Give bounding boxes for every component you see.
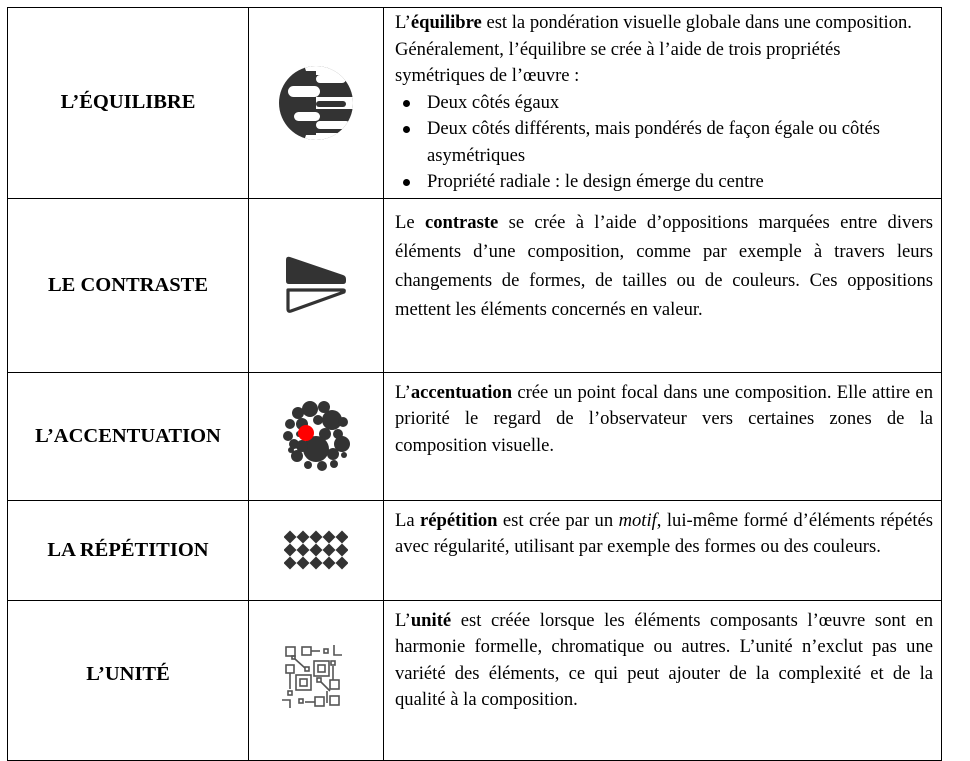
desc-prefix: L’ xyxy=(395,381,411,403)
table-row-accentuation xyxy=(8,372,942,500)
diamond-mark xyxy=(310,557,323,570)
contrast-triangles-icon xyxy=(249,256,383,314)
bullet-icon xyxy=(403,126,410,133)
icon-cell xyxy=(249,8,384,199)
description-cell xyxy=(384,600,942,760)
balance-circle-icon xyxy=(249,65,383,141)
desc-body: est crée par un xyxy=(497,509,619,531)
desc-italic-term: motif xyxy=(618,509,657,531)
icon-cell xyxy=(249,500,384,600)
list-item xyxy=(427,90,933,117)
diamond-mark xyxy=(284,531,297,544)
diamond-mark xyxy=(336,531,349,544)
bullet-text: Propriété radiale : le design émerge du centre xyxy=(427,171,764,192)
description-cell xyxy=(384,372,942,500)
description-text xyxy=(395,10,933,90)
bullet-list xyxy=(395,90,933,196)
desc-prefix: Le xyxy=(395,211,425,233)
description-text xyxy=(395,608,933,714)
desc-prefix: L’ xyxy=(395,12,411,33)
desc-body-end: , lui-même formé d’éléments répétés avec régularité, utilisant par exemple des formes ou des couleurs. xyxy=(395,509,934,557)
diamond-mark xyxy=(297,544,310,557)
diamond-mark xyxy=(323,544,336,557)
diamond-mark xyxy=(284,544,297,557)
diamond-mark xyxy=(336,557,349,570)
description-text xyxy=(395,380,933,460)
desc-body: crée un point focal dans une composition. Elle attire en priorité le regard de l’observateur vers certaines zones de la composition visuelle. xyxy=(395,381,933,456)
focal-point-circles-icon xyxy=(249,400,383,472)
focal-red-dot xyxy=(298,425,314,441)
diamond-mark xyxy=(323,557,336,570)
term-cell xyxy=(8,8,249,199)
term-label: L’UNITÉ xyxy=(86,662,170,685)
term-cell xyxy=(8,500,249,600)
desc-keyword: contraste xyxy=(424,211,499,233)
term-label: LA RÉPÉTITION xyxy=(47,538,209,561)
description-cell xyxy=(384,198,942,372)
design-principles-table xyxy=(7,7,942,761)
term-cell xyxy=(8,372,249,500)
bullet-text: Deux côtés égaux xyxy=(427,91,560,113)
connected-squares-icon xyxy=(249,643,383,711)
desc-keyword: équilibre xyxy=(410,12,482,33)
desc-keyword: accentuation xyxy=(410,381,513,403)
term-label: L’ÉQUILIBRE xyxy=(60,91,196,114)
diamond-mark xyxy=(284,557,297,570)
desc-keyword: répétition xyxy=(420,509,498,531)
diamond-mark xyxy=(310,531,323,544)
bullet-text: Deux côtés différents, mais pondérés de façon égale ou côtés asymétriques xyxy=(427,118,880,166)
diamond-grid-icon xyxy=(249,530,383,570)
diamond-mark xyxy=(297,557,310,570)
description-cell xyxy=(384,8,942,199)
icon-cell xyxy=(249,600,384,760)
term-label: LE CONTRASTE xyxy=(47,273,209,296)
term-label: L’ACCENTUATION xyxy=(35,424,221,447)
icon-cell xyxy=(249,372,384,500)
desc-body: se crée à l’aide d’oppositions marquées entre divers éléments d’une composition, comme par exemple à travers leurs changements de formes, de tailles ou de couleurs. Ces oppositions mettent les éléments concernés en valeur. xyxy=(395,211,934,320)
diamond-mark xyxy=(323,531,336,544)
bullet-icon xyxy=(403,179,410,186)
diamond-mark xyxy=(336,544,349,557)
table-row-contraste xyxy=(8,198,942,372)
description-cell xyxy=(384,500,942,600)
bullet-icon xyxy=(403,100,410,107)
list-item xyxy=(427,116,933,169)
description-text xyxy=(395,208,933,324)
desc-body: est la pondération visuelle globale dans une composition. Généralement, l’équilibre se crée à l’aide de trois propriétés symétriques de l’œuvre : xyxy=(395,12,912,86)
term-cell xyxy=(8,198,249,372)
term-cell xyxy=(8,600,249,760)
description-text xyxy=(395,508,933,561)
diamond-mark xyxy=(310,544,323,557)
table-row-equilibre xyxy=(8,8,942,199)
desc-prefix: L’ xyxy=(395,609,411,631)
table-row-repetition xyxy=(8,500,942,600)
diamond-mark xyxy=(297,531,310,544)
desc-prefix: La xyxy=(395,509,421,531)
icon-cell xyxy=(249,198,384,372)
desc-body: est créée lorsque les éléments composants l’œuvre sont en harmonie formelle, chromatique ou autres. L’unité n’exclut pas une variété des éléments, ce qui peut ajouter de la complexité et de la qualité à la composition. xyxy=(395,609,933,710)
table-row-unite xyxy=(8,600,942,760)
desc-keyword: unité xyxy=(410,609,452,631)
list-item xyxy=(427,169,933,196)
